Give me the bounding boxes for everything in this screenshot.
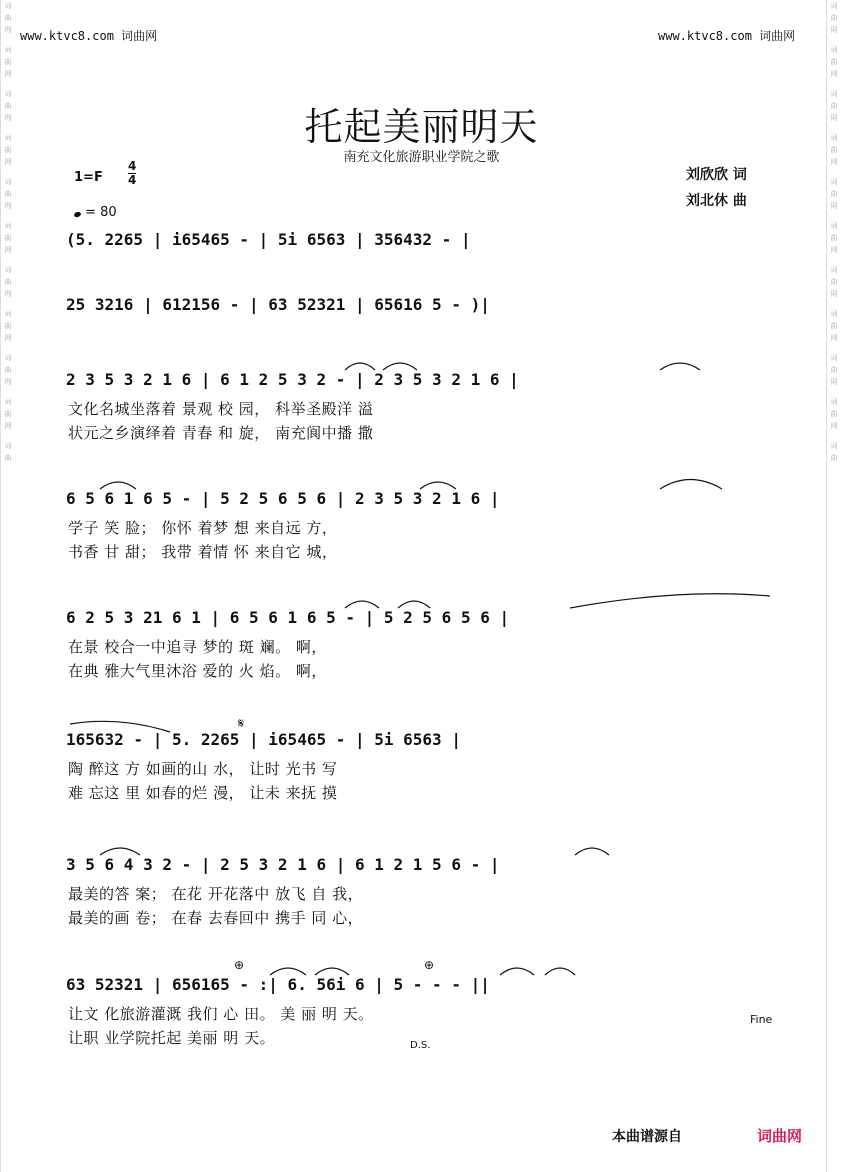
watermark-glyph: 网 (4, 290, 12, 298)
watermark-glyph: 词 (830, 46, 838, 54)
watermark-glyph: 曲 (4, 146, 12, 154)
lyric-line: 让职 业学院托起 美丽 明 天。 (68, 1029, 276, 1047)
lyric-line: 状元之乡演绎着 青春 和 旋， 南充阆中播 撒 (68, 424, 374, 442)
slur (575, 848, 609, 855)
watermark-glyph: 词 (830, 266, 838, 274)
watermark-glyph: 曲 (830, 58, 838, 66)
slur (315, 968, 349, 975)
notation-line: 3 5 6 4 3 2 - | 2 5 3 2 1 6 | 6 1 2 1 5 6 - | (66, 855, 500, 874)
watermark-glyph: 词 (830, 398, 838, 406)
lyric-line: 学子 笑 脸； 你怀 着梦 想 来自远 方， (68, 519, 338, 537)
watermark-glyph: 曲 (830, 234, 838, 242)
song-subtitle: 南充文化旅游职业学院之歌 (343, 150, 500, 165)
site-url-left[interactable]: www.ktvc8.com 词曲网 (20, 29, 158, 43)
watermark-glyph: 曲 (830, 190, 838, 198)
watermark-glyph: 词 (830, 222, 838, 230)
watermark-glyph: 网 (830, 70, 838, 78)
slur (660, 363, 700, 370)
watermark-glyph: 曲 (830, 278, 838, 286)
segno-mark: 𝄋 (238, 716, 245, 732)
watermark-glyph: 网 (830, 114, 838, 122)
slur (383, 363, 417, 370)
watermark-glyph: 网 (830, 378, 838, 386)
watermark-glyph: 曲 (4, 190, 12, 198)
watermark-glyph: 网 (830, 334, 838, 342)
watermark-glyph: 曲 (830, 14, 838, 22)
watermark-glyph: 词 (4, 178, 12, 186)
watermark-glyph: 网 (830, 158, 838, 166)
source-label: 本曲谱源自 (612, 1129, 682, 1145)
brand-logo[interactable]: 词曲网 (757, 1127, 803, 1145)
time-signature-top: 4 (128, 159, 137, 173)
watermark-glyph: 曲 (4, 366, 12, 374)
slur (345, 601, 379, 608)
watermark-glyph: 词 (830, 134, 838, 142)
notation-line: 6 2 5 3 21 6 1 | 6 5 6 1 6 5 - | 5 2 5 6 5 6 | (66, 608, 510, 627)
watermark-glyph: 词 (830, 354, 838, 362)
tempo-value: = 80 (85, 205, 117, 220)
watermark-glyph: 网 (4, 378, 12, 386)
watermark-glyph: 词 (4, 134, 12, 142)
fine-mark: Fine (750, 1013, 773, 1026)
watermark-glyph: 曲 (4, 14, 12, 22)
watermark-glyph: 词 (830, 90, 838, 98)
watermark-glyph: 曲 (4, 102, 12, 110)
watermark-glyph: 网 (4, 70, 12, 78)
watermark-glyph: 曲 (830, 146, 838, 154)
coda-mark-1: ⊕ (234, 958, 245, 972)
site-url-right[interactable]: www.ktvc8.com 词曲网 (658, 29, 796, 43)
watermark-glyph: 词 (4, 354, 12, 362)
lyricist-credit: 刘欣欣 词 (686, 167, 747, 183)
watermark-glyph: 网 (830, 290, 838, 298)
watermark-glyph: 词 (4, 2, 12, 10)
watermark-glyph: 词 (4, 266, 12, 274)
key-signature: 1=F (74, 170, 103, 185)
watermark-glyph: 曲 (4, 454, 12, 462)
song-title: 托起美丽明天 (304, 105, 539, 149)
watermark-glyph: 曲 (4, 58, 12, 66)
slur (100, 848, 140, 855)
lyric-line: 难 忘这 里 如春的烂 漫， 让未 来抚 摸 (68, 784, 338, 802)
notation-line: 63 52321 | 656165 - :| 6. 56i 6 | 5 - - - || (66, 975, 490, 994)
lyric-line: 文化名城坐落着 景观 校 园， 科举圣殿洋 溢 (68, 400, 374, 418)
slur (398, 601, 430, 608)
time-signature-bottom: 4 (128, 173, 137, 187)
lyric-line: 在典 雅大气里沐浴 爱的 火 焰。 啊， (68, 662, 327, 680)
watermark-glyph: 词 (830, 310, 838, 318)
watermark-glyph: 网 (830, 422, 838, 430)
watermark-glyph: 曲 (830, 454, 838, 462)
notation-line: 165632 - | 5. 2265 | i65465 - | 5i 6563 | (66, 730, 461, 749)
lyric-line: 在景 校合一中追寻 梦的 斑 斓。 啊， (68, 638, 327, 656)
watermark-glyph: 词 (4, 46, 12, 54)
watermark-glyph: 曲 (830, 410, 838, 418)
watermark-glyph: 曲 (4, 322, 12, 330)
slur (345, 363, 375, 370)
watermark-glyph: 词 (830, 178, 838, 186)
watermark-glyph: 网 (4, 202, 12, 210)
ds-mark: D.S. (410, 1040, 431, 1051)
watermark-glyph: 网 (4, 334, 12, 342)
coda-mark-2: ⊕ (424, 958, 435, 972)
watermark-glyph: 词 (4, 442, 12, 450)
notation-line: 25 3216 | 612156 - | 63 52321 | 65616 5 - )| (66, 295, 490, 314)
lyric-line: 陶 醉这 方 如画的山 水， 让时 光书 写 (68, 760, 338, 778)
watermark-glyph: 词 (830, 2, 838, 10)
slur (420, 482, 456, 489)
notation-line: 6 5 6 1 6 5 - | 5 2 5 6 5 6 | 2 3 5 3 2 1 6 | (66, 489, 500, 508)
slur (570, 594, 770, 608)
watermark-glyph: 词 (4, 90, 12, 98)
notation-line: (5. 2265 | i65465 - | 5i 6563 | 356432 - | (66, 230, 471, 249)
notation-line: 2 3 5 3 2 1 6 | 6 1 2 5 3 2 - | 2 3 5 3 2 1 6 | (66, 370, 519, 389)
watermark-glyph: 网 (4, 114, 12, 122)
watermark-glyph: 词 (830, 442, 838, 450)
watermark-glyph: 曲 (830, 322, 838, 330)
watermark-glyph: 词 (4, 398, 12, 406)
slur (270, 968, 306, 975)
lyric-line: 让文 化旅游灌溉 我们 心 田。 美 丽 明 天。 (68, 1005, 374, 1023)
watermark-glyph: 网 (830, 246, 838, 254)
slur (100, 482, 136, 489)
watermark-glyph: 网 (4, 246, 12, 254)
watermark-glyph: 词 (4, 222, 12, 230)
slur (70, 721, 170, 732)
watermark-glyph: 曲 (4, 410, 12, 418)
watermark-glyph: 曲 (4, 278, 12, 286)
watermark-glyph: 网 (830, 202, 838, 210)
composer-credit: 刘北休 曲 (686, 193, 747, 209)
watermark-glyph: 曲 (830, 366, 838, 374)
watermark-glyph: 网 (4, 158, 12, 166)
slur (545, 968, 575, 975)
watermark-glyph: 曲 (4, 234, 12, 242)
watermark-glyph: 网 (830, 26, 838, 34)
lyric-line: 书香 甘 甜； 我带 着情 怀 来自它 城， (68, 543, 338, 561)
watermark-glyph: 曲 (830, 102, 838, 110)
watermark-glyph: 网 (4, 422, 12, 430)
watermark-glyph: 网 (4, 26, 12, 34)
watermark-glyph: 词 (4, 310, 12, 318)
lyric-line: 最美的答 案； 在花 开花落中 放飞 自 我， (68, 885, 364, 903)
slur (660, 480, 722, 490)
slur (500, 968, 534, 975)
lyric-line: 最美的画 卷； 在春 去春回中 携手 同 心， (68, 909, 364, 927)
